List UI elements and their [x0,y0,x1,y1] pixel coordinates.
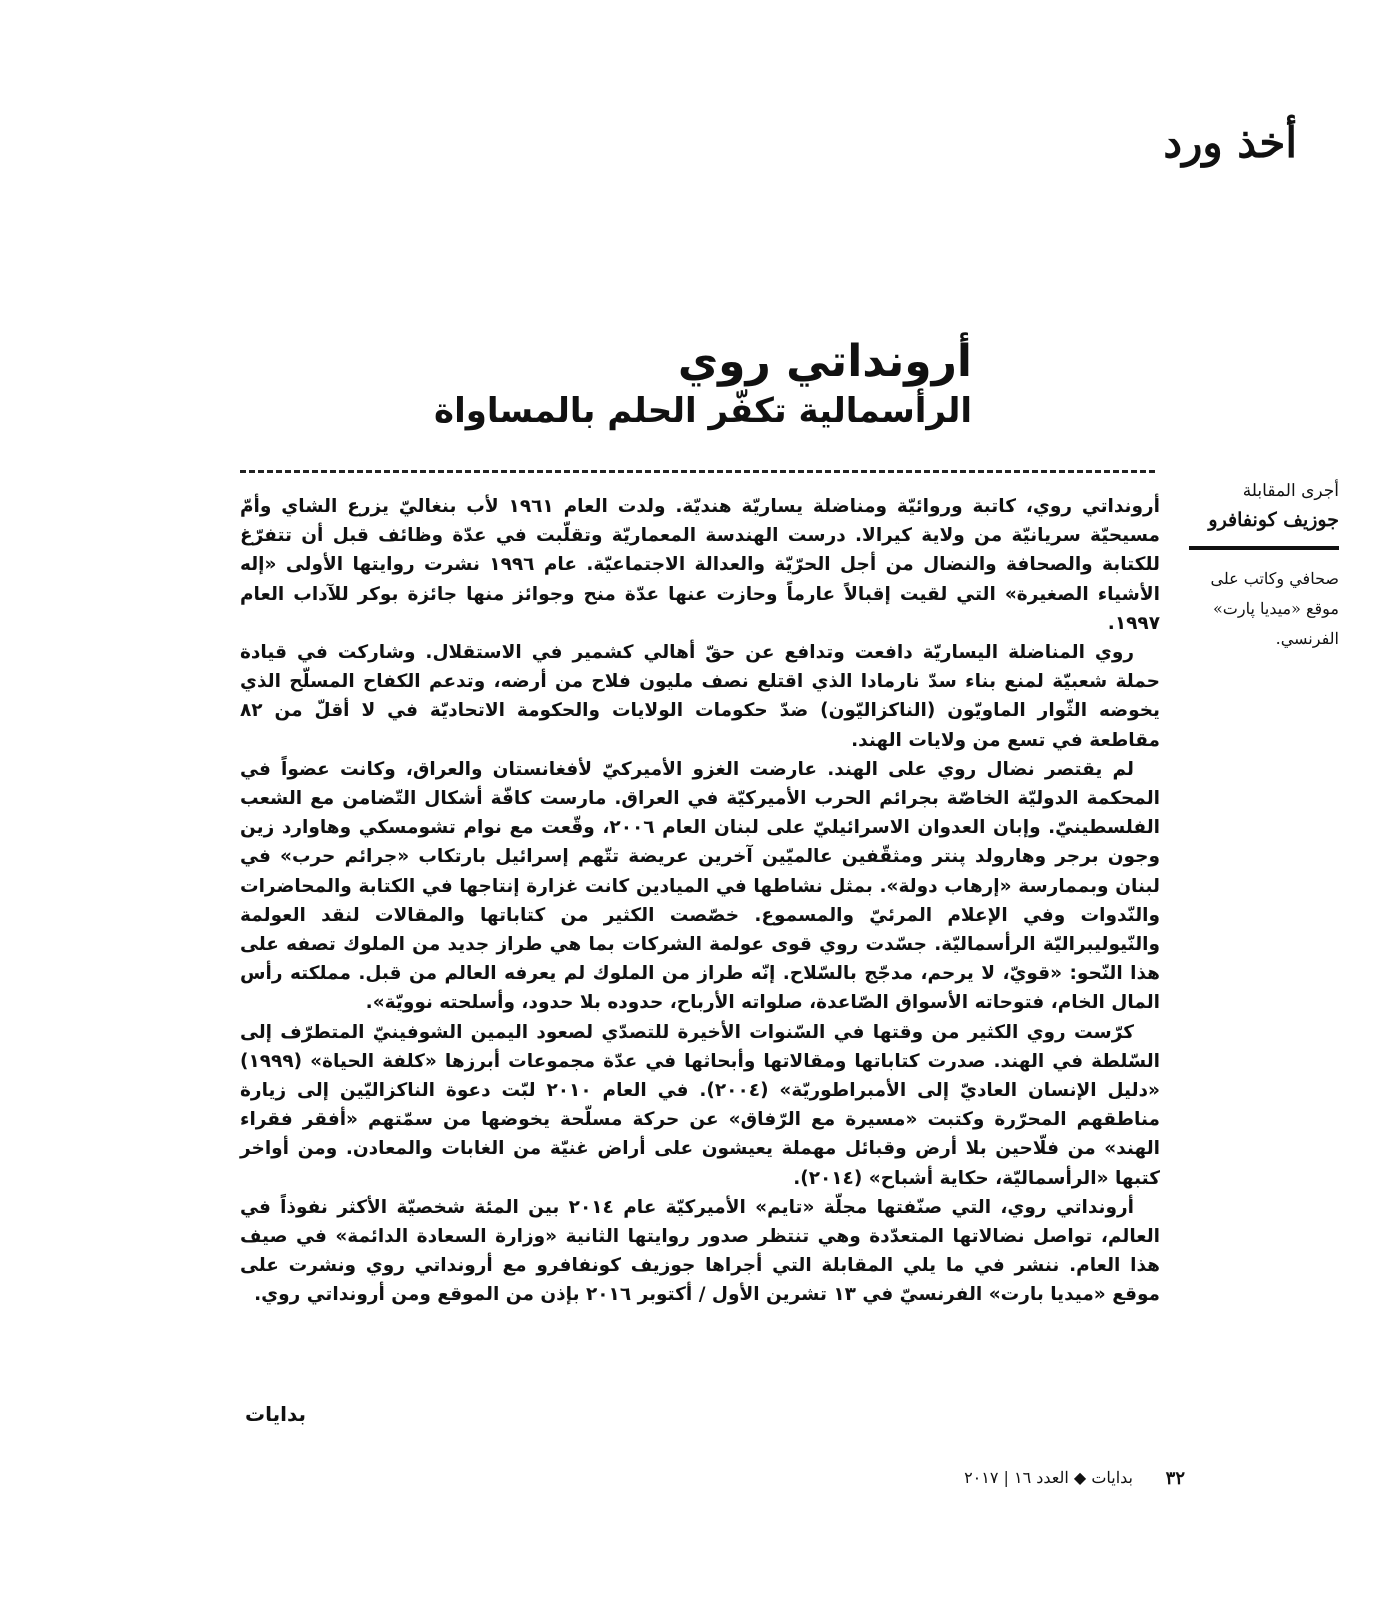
interviewer-name: جوزيف كونفافرو [1189,504,1339,550]
interviewer-bio: صحافي وكاتب على موقع «ميديا پارت» الفرنسي. [1210,569,1339,648]
section-heading: أخذ ورد [1163,118,1297,167]
title-divider [240,470,1155,473]
article-body [240,492,1160,1310]
article-title-block [272,335,972,433]
page-number: ٣٢ [1165,1468,1185,1489]
interviewer-label: أجرى المقابلة [1242,481,1339,501]
article-subtitle: الرأسمالية تكفّر الحلم بالمساواة [434,391,972,431]
body-paragraph: روي المناضلة اليساريّة دافعت وتدافع عن حقّ أهالي كشمير في الاستقلال. وشاركت في قيادة حملة شعبيّة لمنع بناء سدّ نارمادا الذي اقتلع نصف مليون فلاح من أرضه، وتدعم الكفاح المسلّح الذي يخوضه الثّوار الماويّون (الناكزاليّون) ضدّ حكومات الولايات والحكومة الاتحاديّة في لا أقلّ من ٨٢ مقاطعة في تسع من ولايات الهند. [240,642,1160,751]
article-title: أرونداتي روي [677,336,972,387]
page-footer [245,1468,1185,1498]
body-paragraph: أرونداتي روي، كاتبة وروائيّة ومناضلة يساريّة هنديّة. ولدت العام ١٩٦١ لأب بنغاليّ يزرع الشاي وأمّ مسيحيّة سريانيّة من ولاية كيرالا. درست الهندسة المعماريّة وتقلّبت في عدّة وظائف قبل أن تتفرّغ للكتابة والصحافة والنضال من أجل الحرّيّة والعدالة الاجتماعيّة. عام ١٩٩٦ نشرت روايتها الأولى «إله الأشياء الصغيرة» التي لقيت إقبالاً عارماً وحازت عنها عدّة منح وجوائز منها جائزة بوكر للآداب العام ١٩٩٧. [240,496,1160,634]
body-paragraph: أرونداتي روي، التي صنّفتها مجلّة «تايم» الأميركيّة عام ٢٠١٤ بين المئة شخصيّة الأكثر نفوذاً في العالم، تواصل نضالاتها المتعدّدة وهي تنتظر صدور روايتها الثانية «وزارة السعادة الدائمة» في صيف هذا العام. ننشر في ما يلي المقابلة التي أجراها جوزيف كونفافرو مع أرونداتي روي ونشرت على موقع «ميديا بارت» الفرنسيّ في ١٣ تشرين الأول / أكتوبر ٢٠١٦ بإذن من الموقع ومن أرونداتي روي. [240,1196,1160,1306]
article-signature: بدايات [245,1402,307,1426]
body-paragraph: كرّست روي الكثير من وقتها في السّنوات الأخيرة للتصدّي لصعود اليمين الشوفينيّ المتطرّف إلى السّلطة في الهند. صدرت كتاباتها ومقالاتها وأبحاثها في عدّة مجموعات أبرزها «كلفة الحياة» (١٩٩٩) «دليل الإنسان العاديّ إلى الأمبراطوريّة» (٢٠٠٤). في العام ٢٠١٠ لبّت دعوة الناكزاليّين إلى زيارة مناطقهم المحرّرة وكتبت «مسيرة مع الرّفاق» عن حركة مسلّحة يخوضها من سمّتهم «أفقر فقراء الهند» من فلّاحين بلا أرض وقبائل مهملة يعيشون على أراض غنيّة من الغابات والمعادن. ومن أواخر كتبها «الرأسماليّة، حكاية أشباح» (٢٠١٤). [240,1021,1160,1189]
body-paragraph: لم يقتصر نضال روي على الهند. عارضت الغزو الأميركيّ لأفغانستان والعراق، وكانت عضواً في المحكمة الدوليّة الخاصّة بجرائم الحرب الأميركيّة في العراق. مارست كافّة أشكال التّضامن مع الشعب الفلسطينيّ. وإبان العدوان الاسرائيليّ على لبنان العام ٢٠٠٦، وقّعت مع نوام تشومسكي وهاوارد زين وجون برجر وهارولد پنتر ومثقّفين عالميّين آخرين عريضة تتّهم إسرائيل بارتكاب «جرائم حرب» في لبنان وبممارسة «إرهاب دولة». بمثل نشاطها في الميادين كانت غزارة إنتاجها في الكتابة والمحاضرات والنّدوات وفي الإعلام المرئيّ والمسموع. خصّصت الكثير من كتاباتها والمقالات لنقد العولمة والنّيوليبراليّة الرأسماليّة. جسّدت روي قوى عولمة الشركات بما هي طراز جديد من الملوك تصفه على هذا النّحو: «قويّ، لا يرحم، مدجّج بالسّلاح. إنّه طراز من الملوك لم يعرفه العالم من قبل. مملكته رأس المال الخام، فتوحاته الأسواق الصّاعدة، صلواته الأرباح، حدوده بلا حدود، وأسلحته نوويّة». [240,758,1161,1014]
interviewer-sidebar [1189,478,1339,654]
issue-info: بدايات ◆ العدد ١٦ | ٢٠١٧ [964,1468,1133,1487]
